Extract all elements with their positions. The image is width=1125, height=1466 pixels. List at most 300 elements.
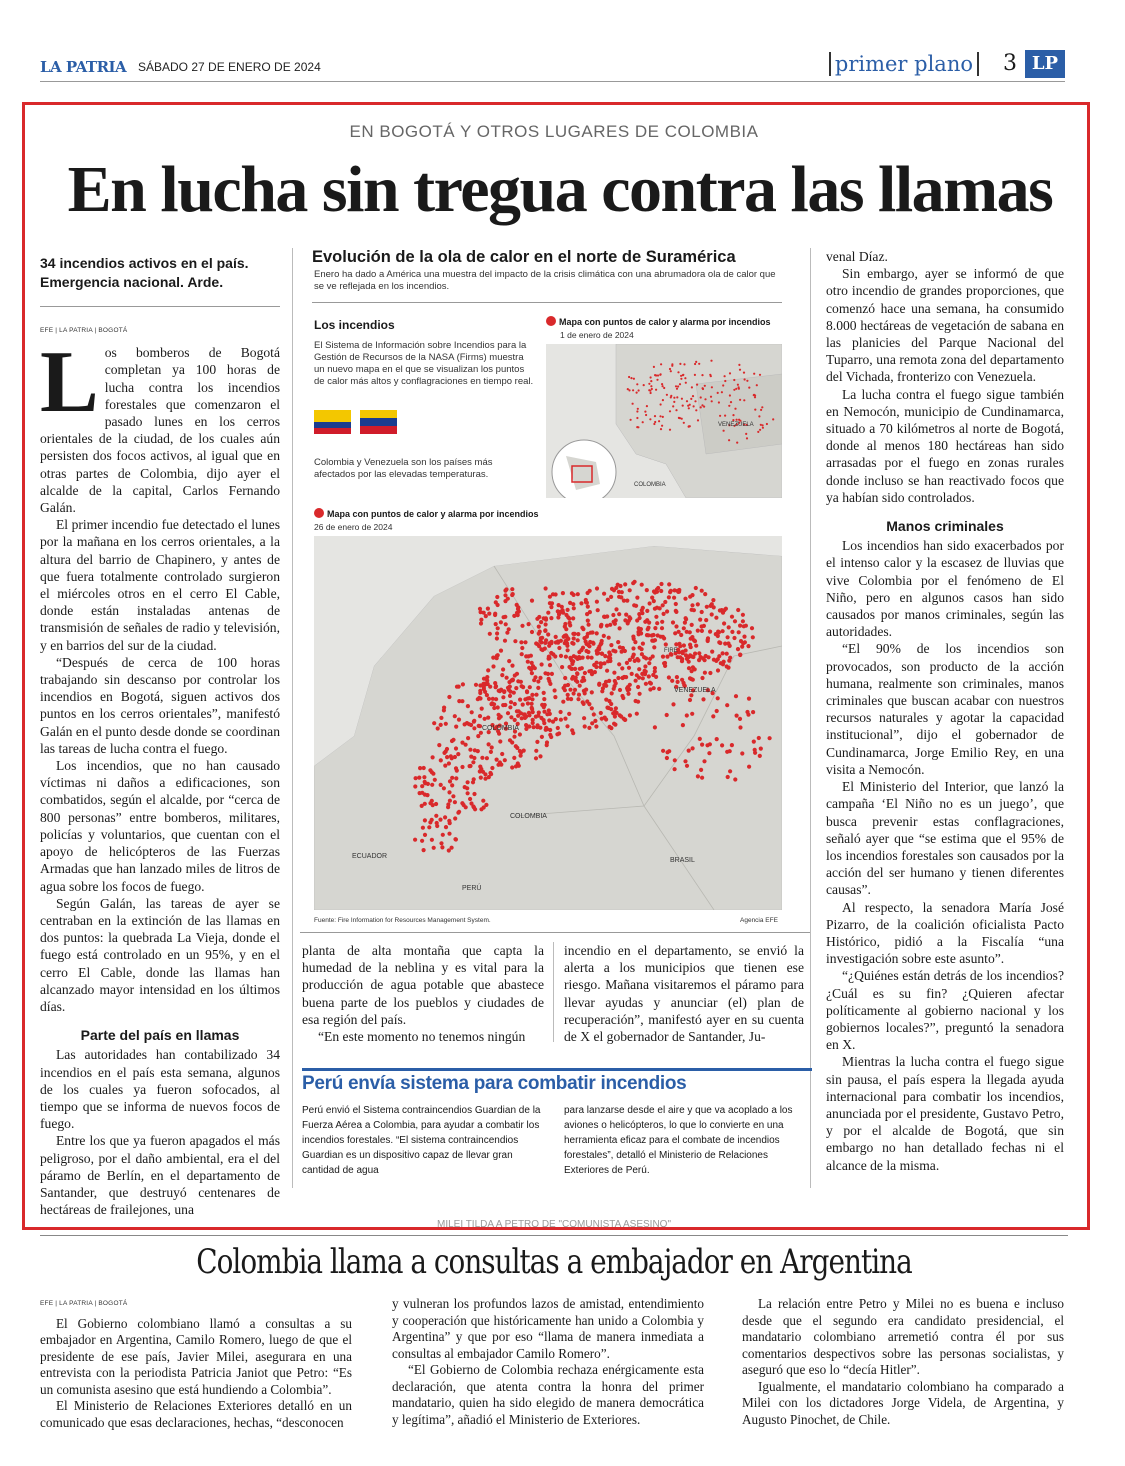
fire-dot [609, 643, 613, 647]
fire-dot [660, 428, 662, 430]
fire-dot [663, 387, 665, 389]
article-column-1 [40, 322, 280, 1218]
fire-dot [591, 642, 595, 646]
fire-dot [651, 388, 653, 390]
fire-dot [652, 686, 656, 690]
fire-dot [502, 615, 506, 619]
fire-dot [645, 414, 647, 416]
fire-dot [610, 691, 614, 695]
fire-dot [611, 613, 615, 617]
fire-dot [527, 622, 531, 626]
fire-dot [679, 383, 681, 385]
fire-dot [548, 601, 552, 605]
article-paragraph: “En este momento no tenemos ningún [318, 1029, 526, 1045]
fire-dot [630, 377, 632, 379]
fire-dot [595, 631, 599, 635]
fire-dot [720, 743, 724, 747]
fire-dot [633, 580, 637, 584]
fire-dot [640, 652, 644, 656]
fire-dot [721, 611, 725, 615]
fire-dot [430, 838, 434, 842]
fire-dot [418, 791, 422, 795]
fire-dot [747, 765, 751, 769]
fire-dot [646, 627, 650, 631]
fire-dot [653, 725, 657, 729]
fire-dot [702, 387, 704, 389]
fire-dot [597, 647, 601, 651]
fire-dot [696, 602, 700, 606]
fire-dot [721, 629, 725, 633]
fire-dot [561, 611, 565, 615]
fire-dot [711, 714, 715, 718]
peru-box-title: Perú envía sistema para combatir incendios [302, 1068, 812, 1095]
fire-dot [464, 805, 468, 809]
main-headline: En lucha sin tregua contra las llamas [67, 153, 1053, 226]
fire-dot [728, 769, 732, 773]
fire-dot [667, 582, 671, 586]
fire-dot [666, 394, 668, 396]
fire-dot [716, 657, 720, 661]
fire-dot [632, 403, 634, 405]
fire-dot [637, 426, 639, 428]
fire-dot [480, 756, 484, 760]
fire-dot [658, 420, 660, 422]
fire-dot [573, 688, 577, 692]
fire-dot [696, 774, 700, 778]
fire-dot [503, 639, 507, 643]
fire-dot [508, 685, 512, 689]
fire-dot [547, 718, 551, 722]
fire-dot [428, 801, 432, 805]
fire-dot [694, 374, 696, 376]
fire-dot [541, 648, 545, 652]
fire-dot [501, 667, 505, 671]
fire-dot [757, 431, 759, 433]
fire-dot [491, 697, 495, 701]
fire-dot [500, 673, 504, 677]
fire-dot [607, 650, 611, 654]
fire-dot [690, 603, 694, 607]
fire-dot [733, 619, 737, 623]
fire-dot [437, 743, 441, 747]
fire-dot [536, 686, 540, 690]
fire-dot [642, 421, 644, 423]
article-paragraph: Mientras la lucha contra el fuego sigue sin pausa, el país espera la llegada ayuda internacional para combatir los incendios, anunciada por el presidente, Gustavo Petro, y por el alcalde de Bogotá, que sin embargo no han detallado fechas ni el alcance de la misma. [826, 1054, 1064, 1173]
fire-dot [571, 616, 575, 620]
fire-dot [450, 776, 454, 780]
fire-dot [671, 363, 673, 365]
fire-dot [518, 732, 522, 736]
fire-dot [491, 656, 495, 660]
fire-dot [632, 389, 634, 391]
fire-dot [536, 642, 540, 646]
fire-dot [643, 664, 647, 668]
fire-dot [725, 652, 729, 656]
fire-dot [571, 642, 575, 646]
fire-dot [715, 709, 719, 713]
fire-dot [428, 768, 432, 772]
fire-dot [454, 725, 458, 729]
article-paragraph: planta de alta montaña que capta la humedad de la neblina y es vital para la producción de agua potable que abastece buena parte de los pueblos y ciudades de esa región del país. [302, 943, 544, 1027]
fire-dot [683, 422, 685, 424]
fire-dot [568, 601, 572, 605]
article-paragraph: “Después de cerca de 100 horas trabajando sin descanso por controlar los incendios en Bogotá, siguen activos dos puntos en los cerros orientales”, manifestó Galán en el punto desde donde se coordinan las tareas de lucha contra el fuego. [40, 654, 280, 756]
fire-dot [536, 679, 540, 683]
fire-dot [656, 586, 660, 590]
fire-dot [660, 363, 662, 365]
fire-dot [726, 775, 730, 779]
fire-dot [547, 655, 551, 659]
fire-dot [635, 673, 639, 677]
fire-dot [583, 691, 587, 695]
fire-dot [662, 399, 664, 401]
fire-dot [463, 722, 467, 726]
fire-dot [653, 366, 655, 368]
fire-dot [735, 714, 739, 718]
second-story-column-3 [742, 1296, 1064, 1428]
fire-dot [414, 776, 418, 780]
fire-dot [729, 394, 731, 396]
article-column-3 [564, 942, 804, 1045]
fire-dot [659, 415, 661, 417]
fire-dot [539, 636, 543, 640]
fire-dot [585, 601, 589, 605]
fire-dot [439, 783, 443, 787]
infographic-title: Evolución de la ola de calor en el norte de Suramérica [312, 248, 736, 266]
fire-dot [586, 643, 590, 647]
fire-dot [739, 399, 741, 401]
fire-dot [627, 388, 629, 390]
fire-dot [730, 743, 734, 747]
fire-dot [466, 780, 470, 784]
fire-dot [457, 699, 461, 703]
fire-dot [748, 387, 750, 389]
fire-dot [688, 643, 692, 647]
fire-dot [702, 759, 706, 763]
fire-dot [587, 702, 591, 706]
fire-dot [711, 386, 713, 388]
fire-dot [733, 389, 735, 391]
fire-dot [454, 746, 458, 750]
fire-dot [483, 772, 487, 776]
fire-dot [676, 655, 680, 659]
fire-dot [676, 680, 680, 684]
fire-dot [676, 590, 680, 594]
peru-box-col-1: Perú envió el Sistema contraincendios Guardian de la Fuerza Aérea a Colombia, para ayudar a combatir los incendios forestales. “El sistema contraincendios Guardian es un dispositivo capaz de llevar gran cantidad de agua [302, 1105, 541, 1176]
fire-dot [567, 712, 571, 716]
fire-dot [645, 609, 649, 613]
fire-dot [721, 391, 723, 393]
fire-dot [523, 712, 527, 716]
fire-dot [590, 656, 594, 660]
fire-dot [677, 385, 679, 387]
fire-dot [548, 728, 552, 732]
fire-dot [657, 687, 661, 691]
fire-dot [439, 841, 443, 845]
fire-dot [627, 666, 631, 670]
fire-dot [658, 606, 662, 610]
fire-dot [609, 595, 613, 599]
fire-dot [534, 756, 538, 760]
second-story-column-2 [392, 1296, 704, 1428]
fire-dot [572, 636, 576, 640]
fire-dot [653, 638, 657, 642]
fire-dot [616, 640, 620, 644]
fire-dot [423, 818, 427, 822]
fire-dot [648, 601, 652, 605]
fire-dot [448, 799, 452, 803]
fire-dot [524, 654, 528, 658]
infographic-credit: Agencia EFE [740, 917, 778, 924]
fire-dot [717, 630, 721, 634]
article-paragraph: Los incendios, que no han causado víctimas ni daños a edificaciones, son combatidos, según el alcalde, por “cerca de 800 personas” entre bomberos, militares, policías y voluntarios, que cuentan con el apoyo de helicópteros de las Fuerzas Armadas que han lanzado miles de litros de agua sobre los focos de fuego. [40, 758, 280, 894]
fire-dot [495, 631, 499, 635]
fire-dot [520, 646, 524, 650]
fire-dot [617, 662, 621, 666]
fire-dot [539, 640, 543, 644]
article-paragraph: “El 90% de los incendios son provocados, son producto de la acción humana, realmente son criminales, manos criminales que buscan acabar con nuestros recursos naturales y agotar la capacidad institucional”, dijo el gobernador de Cundinamarca, Jorge Emilio Rey, en una visita a Nemocón. [826, 641, 1064, 777]
fire-dot [647, 621, 651, 625]
fire-dot [652, 589, 656, 593]
fire-dot [618, 626, 622, 630]
fire-dot [653, 423, 655, 425]
fire-dot [719, 415, 721, 417]
fire-dot [447, 848, 451, 852]
fire-dot [604, 684, 608, 688]
fire-dot [503, 758, 507, 762]
fire-dot [609, 702, 613, 706]
fire-dot [683, 759, 687, 763]
fire-dot [517, 764, 521, 768]
fire-dot [559, 718, 563, 722]
fire-dot [540, 662, 544, 666]
fire-dot [460, 765, 464, 769]
fire-dot [545, 743, 549, 747]
fire-dot [568, 688, 572, 692]
fire-dot [507, 659, 511, 663]
fire-dot [447, 832, 451, 836]
fire-dot [768, 736, 772, 740]
fire-dot [716, 696, 720, 700]
fire-dot [674, 602, 678, 606]
fire-dot [636, 392, 638, 394]
fire-dot [544, 638, 548, 642]
fire-dot [563, 684, 567, 688]
fire-dot [710, 360, 712, 362]
fire-dot [589, 669, 593, 673]
article-column-2 [302, 942, 544, 1045]
article-paragraph: “El Gobierno de Colombia rechaza enérgicamente esta declaración, que atenta contra la honra del primer mandatario, quien ha sido elegido de manera democrática y legítima”, añadió el Ministerio de Exteriores. [392, 1362, 704, 1427]
fire-dot [753, 373, 755, 375]
fire-dot [688, 425, 690, 427]
fire-dot [692, 395, 694, 397]
fire-dot [669, 589, 673, 593]
fire-dot [442, 708, 446, 712]
page-number: 3 [1003, 51, 1017, 76]
fire-dot [530, 693, 534, 697]
fire-dot [733, 379, 735, 381]
fire-dot [440, 845, 444, 849]
fire-dot [605, 614, 609, 618]
fire-dot [766, 423, 768, 425]
fire-dot [652, 645, 656, 649]
fire-dot [606, 598, 610, 602]
fire-dot [738, 725, 742, 729]
second-story-headline: Colombia llama a consultas a embajador en Argentina [196, 1242, 912, 1282]
fire-dot [747, 697, 751, 701]
fire-dot [420, 784, 424, 788]
fire-dot [504, 587, 508, 591]
fire-dot [447, 695, 451, 699]
article-paragraph: La lucha contra el fuego sigue también en Nemocón, municipio de Cundinamarca, situado a 70 kilómetros al norte de Bogotá, donde al menos 180 hectáreas han sido arrasadas por el fuego en zonas rurales donde incluso se han reactivado focos que ya habían sido controlados. [826, 386, 1064, 505]
fire-dot [449, 754, 453, 758]
fire-dot [651, 654, 655, 658]
fire-dot [738, 364, 740, 366]
fire-dot [454, 776, 458, 780]
fire-dot [486, 668, 490, 672]
fire-dot [536, 723, 540, 727]
fire-dot [631, 635, 635, 639]
fire-pin-icon [546, 316, 556, 326]
fire-dot [630, 419, 632, 421]
fire-dot [521, 703, 525, 707]
svg-text:COLOMBIA: COLOMBIA [634, 482, 666, 488]
fire-dot [553, 688, 557, 692]
fire-dot [631, 646, 635, 650]
peru-box-col-2: para lanzarse desde el aire y que va acoplado a los aviones o helicópteros, lo que lo convierte en una herramienta eficaz para el combate de incendios forestales”, detalló el Ministerio de Relaciones Exteriores de Perú. [564, 1105, 793, 1176]
fire-dot [710, 612, 714, 616]
fire-dot [628, 713, 632, 717]
fire-dot [496, 603, 500, 607]
article-paragraph: El Ministerio de Relaciones Exteriores detalló en un comunicado que esas declaraciones, hechas, “desconocen [40, 1398, 352, 1430]
fire-dot [761, 406, 763, 408]
fire-dot [733, 777, 737, 781]
fire-dot [413, 838, 417, 842]
fire-dot [614, 706, 618, 710]
fire-dot [503, 593, 507, 597]
fire-dot [480, 707, 484, 711]
fire-dot [485, 693, 489, 697]
fire-dot [743, 372, 745, 374]
fire-dot [578, 684, 582, 688]
fire-dot [607, 706, 611, 710]
fire-dot [724, 380, 726, 382]
infographic-source: Fuente: Fire Information for Resources Management System. [314, 917, 491, 924]
fire-dot [725, 703, 729, 707]
article-paragraph: y vulneran los profundos lazos de amistad, entendimiento y cooperación que históricamente han unido a Colombia y Argentina” y que por eso “llama de manera inmediata a consultas al embajador Camilo Romero”. [392, 1296, 704, 1361]
fire-dot [665, 609, 669, 613]
fire-dot [751, 635, 755, 639]
fire-dot [709, 374, 711, 376]
fire-dot [696, 384, 698, 386]
article-paragraph: venal Díaz. [826, 249, 888, 264]
fire-dot [722, 660, 726, 664]
fire-dot [520, 652, 524, 656]
fire-dot [616, 583, 620, 587]
fire-dot [540, 735, 544, 739]
fire-dot [466, 704, 470, 708]
fire-dot [442, 786, 446, 790]
article-paragraph: Las autoridades han contabilizado 34 incendios en el país esta semana, algunos de los cuales ya fueron sofocados, al tiempo que se informa de nuevos focos de fuego. [40, 1047, 280, 1132]
fire-dot [705, 605, 709, 609]
fire-dot [510, 593, 514, 597]
article-paragraph: Los incendios han sido exacerbados por el intenso calor y la escasez de lluvias que vive Colombia por el fenómeno de El Niño, pero en algunos casos han sido causados por manos criminales, según las autoridades. [826, 538, 1064, 640]
svg-text:FIRE: FIRE [664, 648, 678, 654]
fire-dot [660, 626, 664, 630]
fire-dot [691, 678, 695, 682]
fire-dot [600, 662, 604, 666]
fire-dot [754, 409, 756, 411]
article-paragraph: Igualmente, el mandatario colombiano ha comparado a Milei con los dictadores Jorge Videla, de Argentina, y Augusto Pinochet, de Chile. [742, 1378, 1064, 1427]
fire-dot [741, 619, 745, 623]
fire-dot [721, 651, 725, 655]
fire-dot [453, 714, 457, 718]
fire-dot [595, 586, 599, 590]
fire-dot [423, 780, 427, 784]
article-paragraph: incendio en el departamento, se envió la alerta a los municipios que tienen ese riesgo. Mañana visitaremos el páramo para llevar ayudas y anunciar (el) plan de recuperación”, manifestó ayer en su cuenta de X el gobernador de Santander, Ju- [564, 943, 804, 1045]
fire-dot [633, 659, 637, 663]
fire-dot [537, 615, 541, 619]
fire-dot [701, 374, 703, 376]
fire-dot [613, 679, 617, 683]
fire-dot [671, 702, 675, 706]
fire-dot [610, 587, 614, 591]
fire-dot [744, 378, 746, 380]
fire-dot [514, 686, 518, 690]
fire-dot [698, 618, 702, 622]
fire-dot [564, 627, 568, 631]
fire-dot [478, 714, 482, 718]
fire-dot [624, 675, 628, 679]
fire-dot [586, 619, 590, 623]
fire-dot [472, 726, 476, 730]
fire-dot [650, 392, 652, 394]
fire-dot [617, 612, 621, 616]
fire-dot [573, 632, 577, 636]
fire-dot [563, 622, 567, 626]
fire-dot [510, 587, 514, 591]
map-january-1 [546, 344, 782, 498]
svg-text:COLOMBIA: COLOMBIA [482, 725, 519, 732]
fire-dot [684, 377, 686, 379]
fire-dot [431, 755, 435, 759]
fire-dot [595, 661, 599, 665]
issue-date: SÁBADO 27 DE ENERO DE 2024 [138, 60, 321, 74]
brand-logo: LA PATRIA [40, 58, 127, 76]
map1-label: Mapa con puntos de calor y alarma por incendios [546, 316, 771, 327]
fire-dot [548, 733, 552, 737]
map2-date: 26 de enero de 2024 [314, 522, 393, 532]
fire-dot [621, 646, 625, 650]
fire-dot [753, 751, 757, 755]
fire-dot [499, 620, 503, 624]
fire-dot [759, 374, 761, 376]
fire-dot [760, 424, 762, 426]
fire-dot [600, 717, 604, 721]
fire-dot [772, 418, 774, 420]
fire-dot [662, 385, 664, 387]
fire-dot [504, 622, 508, 626]
fire-dot [479, 618, 483, 622]
fire-dot [596, 608, 600, 612]
fire-dot [608, 725, 612, 729]
fire-dot [735, 388, 737, 390]
fire-dot [612, 684, 616, 688]
fire-dot [427, 825, 431, 829]
fire-dot [582, 702, 586, 706]
fire-dot [704, 385, 706, 387]
fire-dot [654, 415, 656, 417]
